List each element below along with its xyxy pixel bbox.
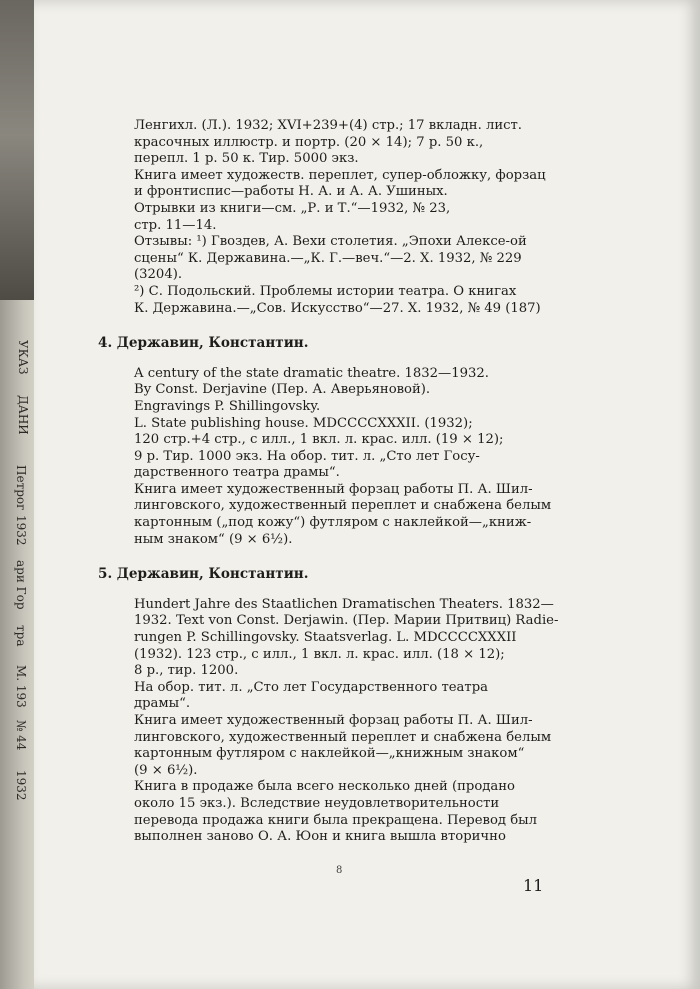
text-line: На обор. тит. л. „Сто лет Государственного театра <box>134 679 489 695</box>
text-line: выполнен заново О. А. Юон и книга вышла вторично <box>134 829 506 845</box>
text-line: 9 р. Тир. 1000 экз. На обор. тит. л. „Сто лет Госу- <box>134 448 480 464</box>
text-line: драмы“. <box>134 696 191 712</box>
entry-author: Державин, Константин. <box>116 335 309 352</box>
text-line: Книга в продаже была всего несколько дней (продано <box>134 779 515 795</box>
adjacent-page-illustration <box>0 0 34 300</box>
text-line: ²) С. Подольский. Проблемы истории театра. О книгах <box>134 283 517 299</box>
entry-4-heading <box>98 335 598 352</box>
text-line: A century of the state dramatic theatre. 1832—1932. <box>134 365 489 381</box>
entry-number: 5. <box>98 566 113 583</box>
edge-text: ДАНИ <box>16 395 30 435</box>
text-line: Отрывки из книги—см. „Р. и Т.“—1932, № 23, <box>134 200 451 216</box>
text-line: 120 стр.+4 стр., с илл., 1 вкл. л. крас. илл. (19 × 12); <box>134 432 504 448</box>
edge-text: Петрог <box>14 465 28 511</box>
text-line: Книга имеет художественный форзац работы П. А. Шил- <box>134 713 533 728</box>
text-line: Ленгихл. (Л.). 1932; XVI+239+(4) стр.; 17 вкладн. лист. <box>134 118 522 133</box>
text-line: Книга имеет художеств. переплет, супер-обложку, форзац <box>134 167 546 183</box>
text-line: картонным („под кожу“) футляром с наклейкой—„книж- <box>134 515 532 531</box>
text-line: (3204). <box>134 267 183 283</box>
text-line: К. Державина.—„Сов. Искусство“—27. X. 1932, № 49 (187) <box>134 300 541 316</box>
page-number: 11 <box>523 876 544 895</box>
text-line: Книга имеет художественный форзац работы П. А. Шил- <box>134 481 533 497</box>
text-line: Отзывы: ¹) Гвоздев, А. Вехи столетия. „Эпохи Алексе-ой <box>134 234 527 250</box>
text-line: сцены“ К. Державина.—„К. Г.—веч.“—2. X. 1932, № 229 <box>134 250 522 266</box>
edge-text: тра <box>14 625 28 647</box>
text-line: красочных иллюстр. и портр. (20 × 14); 7 р. 50 к., <box>134 134 484 150</box>
signature-mark: 8 <box>336 865 343 876</box>
edge-text: 1932 <box>14 770 28 801</box>
edge-text: № 44 <box>14 720 28 751</box>
entry-author: Державин, Константин. <box>116 566 309 583</box>
text-line: 8 р., тир. 1200. <box>134 663 239 679</box>
text-line: стр. 11—14. <box>134 217 217 233</box>
entry-3-continuation <box>98 118 598 317</box>
entry-5-heading <box>98 566 598 583</box>
text-line: перевода продажа книги была прекращена. Перевод был <box>134 812 538 828</box>
page-content <box>98 118 598 846</box>
text-line: L. State publishing house. MDCCCCXXXII. (1932); <box>134 415 473 431</box>
text-line: (1932). 123 стр., с илл., 1 вкл. л. крас. илл. (18 × 12); <box>134 646 505 662</box>
text-line: Engravings P. Shillingovsky. <box>134 398 321 414</box>
text-line: 1932. Text von Const. Derjawin. (Пер. Марии Притвиц) Radie- <box>134 613 559 629</box>
edge-text: 1932 <box>14 515 28 546</box>
edge-text: ари Гор <box>14 560 28 610</box>
entry-4-body <box>98 366 598 549</box>
text-line: Hundert Jahre des Staatlichen Dramatischen Theaters. 1832— <box>134 596 554 612</box>
text-line: ным знаком“ (9 × 6½). <box>134 531 293 547</box>
text-line: дарственного театра драмы“. <box>134 465 340 481</box>
entry-5-body <box>98 597 598 846</box>
text-line: и фронтиспис—работы Н. А. и А. А. Ушиных. <box>134 184 448 200</box>
text-line: линговского, художественный переплет и снабжена белым <box>134 498 552 514</box>
text-line: линговского, художественный переплет и снабжена белым <box>134 729 552 745</box>
entry-number: 4. <box>98 335 113 352</box>
edge-text: УКАЗ <box>16 340 30 375</box>
text-line: картонным футляром с наклейкой—„книжным знаком“ <box>134 746 525 762</box>
text-line: By Const. Derjavine (Пер. А. Аверьяновой). <box>134 382 431 398</box>
edge-text: М. 193 <box>14 665 28 708</box>
text-line: около 15 экз.). Вследствие неудовлетворительности <box>134 795 500 811</box>
text-line: перепл. 1 р. 50 к. Тир. 5000 экз. <box>134 151 359 167</box>
text-line: rungen P. Schillingovsky. Staatsverlag. L. MDCCCCXXXII <box>134 630 517 646</box>
text-line: (9 × 6½). <box>134 762 198 778</box>
